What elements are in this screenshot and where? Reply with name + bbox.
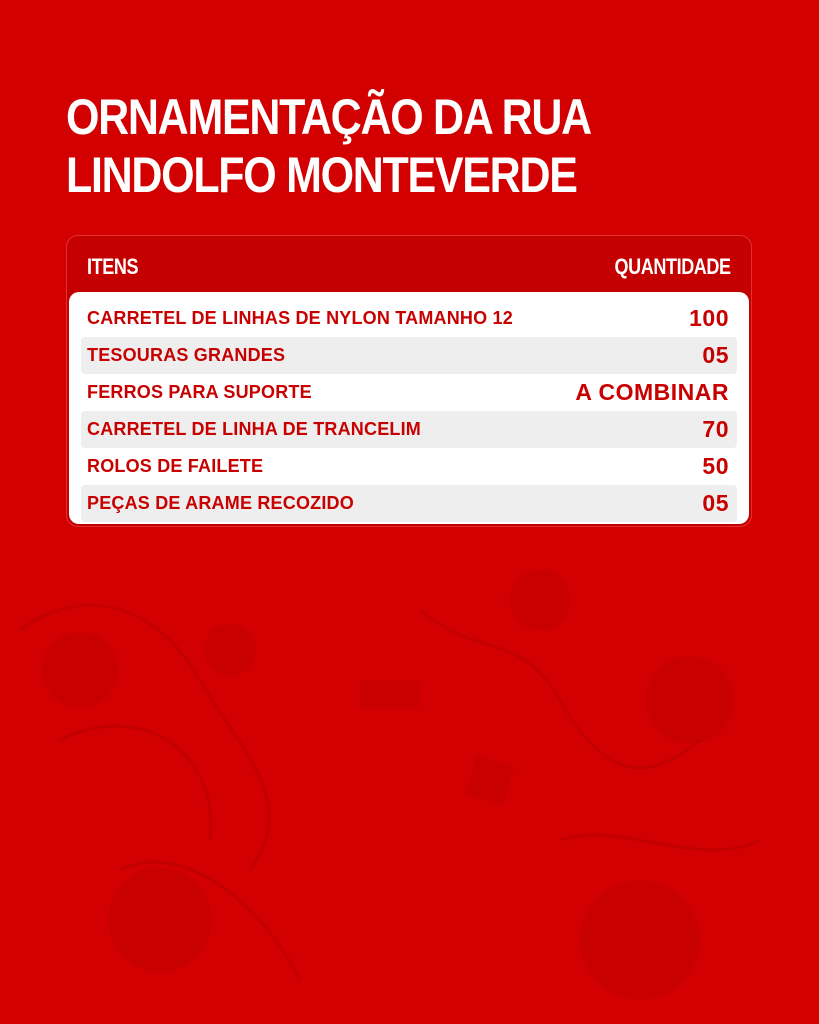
table-header [67, 236, 751, 292]
row-item: FERROS PARA SUPORTE [87, 382, 312, 402]
column-header-quantity: QUANTIDADE [614, 254, 731, 279]
table-row [81, 374, 737, 411]
row-item: CARRETEL DE LINHAS DE NYLON TAMANHO 12 [87, 308, 513, 328]
row-quantity: 05 [702, 490, 729, 516]
table-body [69, 292, 749, 524]
title-line-2: LINDOLFO MONTEVERDE [66, 147, 577, 203]
row-item: PEÇAS DE ARAME RECOZIDO [87, 493, 354, 513]
table-row [81, 300, 737, 337]
table-row [81, 411, 737, 448]
row-quantity: 100 [689, 305, 729, 331]
row-quantity: 50 [702, 453, 729, 479]
row-item: TESOURAS GRANDES [87, 345, 286, 365]
row-item: CARRETEL DE LINHA DE TRANCELIM [87, 419, 421, 439]
row-quantity: 05 [702, 342, 729, 368]
title-line-1: ORNAMENTAÇÃO DA RUA [66, 89, 591, 145]
row-quantity: 70 [702, 416, 729, 442]
row-quantity: A COMBINAR [575, 379, 729, 405]
table-row [81, 448, 737, 485]
page-title [66, 88, 591, 204]
table-row [81, 337, 737, 374]
row-item: ROLOS DE FAILETE [87, 456, 264, 476]
items-table [66, 235, 752, 527]
table-row [81, 485, 737, 522]
column-header-items: ITENS [87, 254, 139, 279]
background-decoration [0, 540, 819, 1024]
